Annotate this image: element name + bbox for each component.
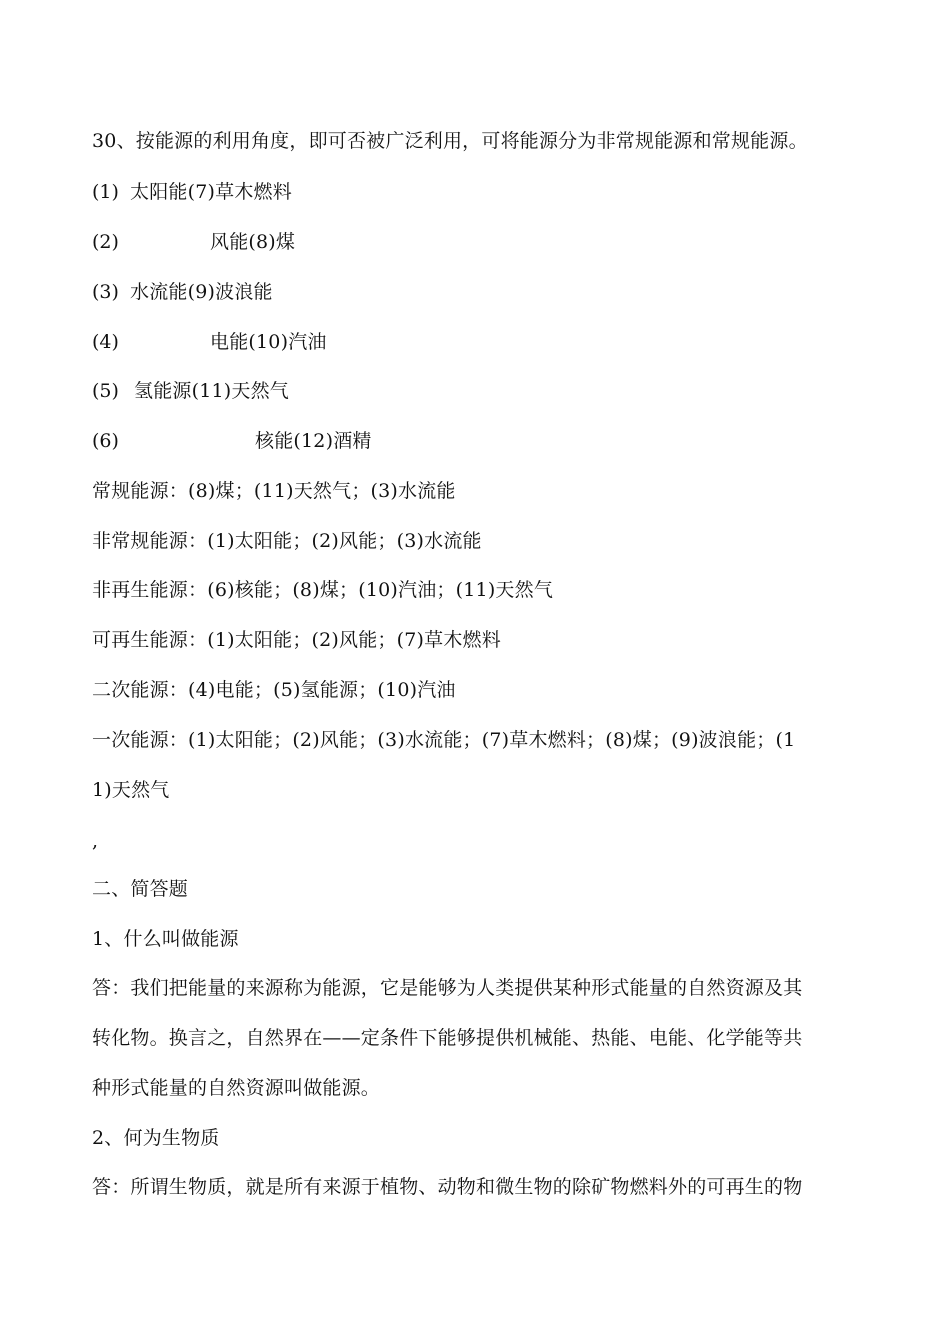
stray-comma: , (92, 830, 99, 852)
item-2-number: (2) (92, 231, 119, 253)
item-3-number: (3) (92, 281, 119, 303)
answer-1-line-3: 种形式能量的自然资源叫做能源。 (92, 1077, 381, 1099)
answer-2-line-1: 答：所谓生物质，就是所有来源于植物、动物和微生物的除矿物燃料外的可再生的物 (92, 1176, 803, 1198)
item-4-number: (4) (92, 331, 119, 353)
item-5-number: (5) (92, 380, 119, 402)
item-3-text: 水流能(9)波浪能 (130, 281, 273, 303)
item-6-number: (6) (92, 430, 119, 452)
answer-primary-continued: 1)天然气 (92, 779, 170, 801)
section-heading: 二、简答题 (92, 878, 189, 900)
answer-1-line-1: 答：我们把能量的来源称为能源，它是能够为人类提供某种形式能量的自然资源及其 (92, 977, 803, 999)
answer-renewable: 可再生能源：(1)太阳能；(2)风能；(7)草木燃料 (92, 629, 501, 651)
answer-secondary: 二次能源：(4)电能；(5)氢能源；(10)汽油 (92, 679, 456, 701)
question-30-title: 30、按能源的利用角度，即可否被广泛利用，可将能源分为非常规能源和常规能源。 (92, 130, 808, 152)
item-1-number: (1) (92, 181, 119, 203)
item-2-text: 风能(8)煤 (210, 231, 296, 253)
item-4-text: 电能(10)汽油 (210, 331, 327, 353)
answer-unconventional: 非常规能源：(1)太阳能；(2)风能；(3)水流能 (92, 530, 482, 552)
answer-1-line-2: 转化物。换言之，自然界在——定条件下能够提供机械能、热能、电能、化学能等共 (92, 1027, 803, 1049)
answer-primary: 一次能源：(1)太阳能；(2)风能；(3)水流能；(7)草木燃料；(8)煤；(9)波浪能；(1 (92, 729, 796, 751)
item-6-text: 核能(12)酒精 (255, 430, 372, 452)
item-5-text: 氢能源(11)天然气 (134, 380, 290, 402)
answer-conventional: 常规能源：(8)煤；(11)天然气；(3)水流能 (92, 480, 456, 502)
question-2: 2、何为生物质 (92, 1127, 220, 1149)
answer-nonrenewable: 非再生能源：(6)核能；(8)煤；(10)汽油；(11)天然气 (92, 579, 554, 601)
item-1-text: 太阳能(7)草木燃料 (130, 181, 292, 203)
question-1: 1、什么叫做能源 (92, 928, 239, 950)
